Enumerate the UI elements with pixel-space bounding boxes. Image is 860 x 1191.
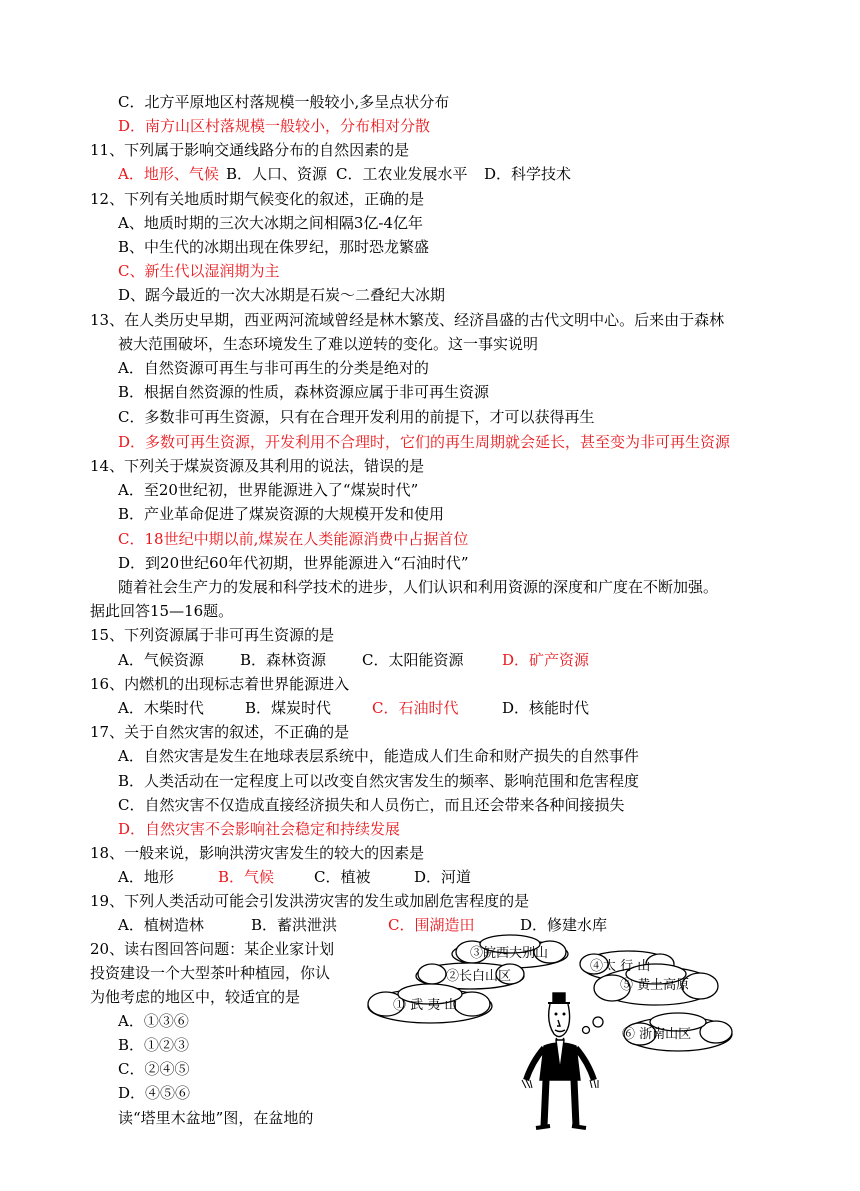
q16-option-c: C．石油时代	[372, 699, 459, 717]
q18-option-a: A．地形	[118, 868, 174, 886]
q16-options	[118, 698, 589, 718]
cloud-label-zhenan: ⑥ 浙南山区	[622, 1027, 692, 1042]
cloud-label-changbai: ②长白山区	[446, 969, 512, 984]
q11-option-b: B．人口、资源	[226, 165, 328, 183]
q13-option-a: A．自然资源可再生与非可再生的分类是绝对的	[118, 359, 429, 377]
q13-stem-1: 13、在人类历史早期，西亚两河流域曾经是林木繁茂、经济昌盛的古代文明中心。后来由于森林	[90, 311, 725, 329]
passage-line-1: 随着社会生产力的发展和科学技术的进步，人们认识和利用资源的深度和广度在不断加强。	[118, 578, 719, 596]
q14-stem: 14、下列关于煤炭资源及其利用的说法，错误的是	[90, 457, 425, 475]
cloud-label-wuyi: ① 武 夷 山	[393, 998, 458, 1013]
cloud-label-dabie: ③皖西大别山	[470, 946, 549, 961]
q13-option-c: C．多数非可再生资源，只有在合理开发利用的前提下，才可以获得再生	[118, 408, 595, 426]
cloud-label-loess: ⑤ 黄土高原	[620, 978, 690, 993]
q20-stem-2: 投资建设一个大型茶叶种植园，你认	[90, 964, 331, 982]
q17-option-c: C．自然灾害不仅造成直接经济损失和人员伤亡，而且还会带来各种间接损失	[118, 796, 625, 814]
q20-stem-1: 20、读右图回答问题：某企业家计划	[90, 940, 335, 958]
q13-stem-2: 被大范围破坏，生态环境发生了难以逆转的变化。这一事实说明	[118, 335, 539, 353]
q16-option-a: A．木柴时代	[118, 699, 204, 717]
q11-option-c: C．工农业发展水平	[336, 165, 468, 183]
q16-option-d: D．核能时代	[502, 699, 590, 717]
q13-option-b: B．根据自然资源的性质，森林资源应属于非可再生资源	[118, 383, 490, 401]
q11-option-d: D．科学技术	[484, 165, 572, 183]
q12-option-a: A、地质时期的三次大冰期之间相隔3亿-4亿年	[118, 214, 423, 232]
q16-stem: 16、内燃机的出现标志着世界能源进入	[90, 675, 350, 693]
q18-option-b: B．气候	[218, 868, 275, 886]
q20-stem-3: 为他考虑的地区中，较适宜的是	[90, 988, 301, 1006]
q15-option-c: C．太阳能资源	[362, 651, 464, 669]
q15-options	[118, 650, 589, 670]
q19-option-c: C．围湖造田	[388, 916, 475, 934]
q10-option-d: D．南方山区村落规模一般较小，分布相对分散	[118, 117, 431, 135]
q18-options	[118, 867, 471, 887]
q15-option-d: D．矿产资源	[502, 651, 590, 669]
q14-option-a: A．至20世纪初，世界能源进入了“煤炭时代”	[118, 481, 419, 499]
q13-option-d: D．多数可再生资源，开发利用不合理时，它们的再生周期就会延长，甚至变为非可再生资源	[118, 433, 731, 451]
q18-option-d: D．河道	[414, 868, 472, 886]
cloud-label-taihang: ④太 行 山	[590, 959, 651, 974]
q18-option-c: C．植被	[314, 868, 371, 886]
q11-options	[118, 164, 571, 184]
q17-option-a: A．自然灾害是发生在地球表层系统中，能造成人们生命和财产损失的自然事件	[118, 747, 639, 765]
q20-option-a: A．①③⑥	[118, 1012, 189, 1030]
q14-option-b: B．产业革命促进了煤炭资源的大规模开发和使用	[118, 505, 445, 523]
q11-option-a: A．地形、气候	[118, 165, 219, 183]
passage-line-2: 据此回答15—16题。	[90, 602, 234, 620]
q19-option-d: D．修建水库	[520, 916, 608, 934]
q17-option-b: B．人类活动在一定程度上可以改变自然灾害发生的频率、影响范围和危害程度	[118, 772, 640, 790]
q16-option-b: B．煤炭时代	[245, 699, 332, 717]
q12-stem: 12、下列有关地质时期气候变化的叙述，正确的是	[90, 190, 425, 208]
q15-option-a: A．气候资源	[118, 651, 204, 669]
q17-option-d: D．自然灾害不会影响社会稳定和持续发展	[118, 820, 401, 838]
q17-stem: 17、关于自然灾害的叙述，不正确的是	[90, 723, 350, 741]
q10-option-c: C．北方平原地区村落规模一般较小,多呈点状分布	[118, 93, 450, 111]
q12-option-c: C、新生代以湿润期为主	[118, 262, 280, 280]
q12-option-d: D、踞今最近的一次大冰期是石炭～二叠纪大冰期	[118, 286, 446, 304]
q19-option-a: A．植树造林	[118, 916, 204, 934]
q11-stem: 11、下列属于影响交通线路分布的自然因素的是	[90, 141, 410, 159]
q15-option-b: B．森林资源	[240, 651, 327, 669]
q15-stem: 15、下列资源属于非可再生资源的是	[90, 626, 335, 644]
q20-option-c: C．②④⑤	[118, 1060, 190, 1078]
q18-stem: 18、一般来说，影响洪涝灾害发生的较大的因素是	[90, 844, 425, 862]
q20-option-d: D．④⑤⑥	[118, 1084, 191, 1102]
next-passage-line: 读“塔里木盆地”图，在盆地的	[118, 1109, 314, 1127]
q20-option-b: B．①②③	[118, 1036, 190, 1054]
thinking-man-figure	[360, 930, 760, 1130]
q14-option-c: C．18世纪中期以前,煤炭在人类能源消费中占据首位	[118, 530, 469, 548]
q14-option-d: D．到20世纪60年代初期，世界能源进入“石油时代”	[118, 554, 469, 572]
man-illustration	[522, 993, 598, 1128]
q12-option-b: B、中生代的冰期出现在侏罗纪，那时恐龙繁盛	[118, 238, 430, 256]
q19-stem: 19、下列人类活动可能会引发洪涝灾害的发生或加剧危害程度的是	[90, 892, 530, 910]
q19-option-b: B．蓄洪泄洪	[251, 916, 338, 934]
